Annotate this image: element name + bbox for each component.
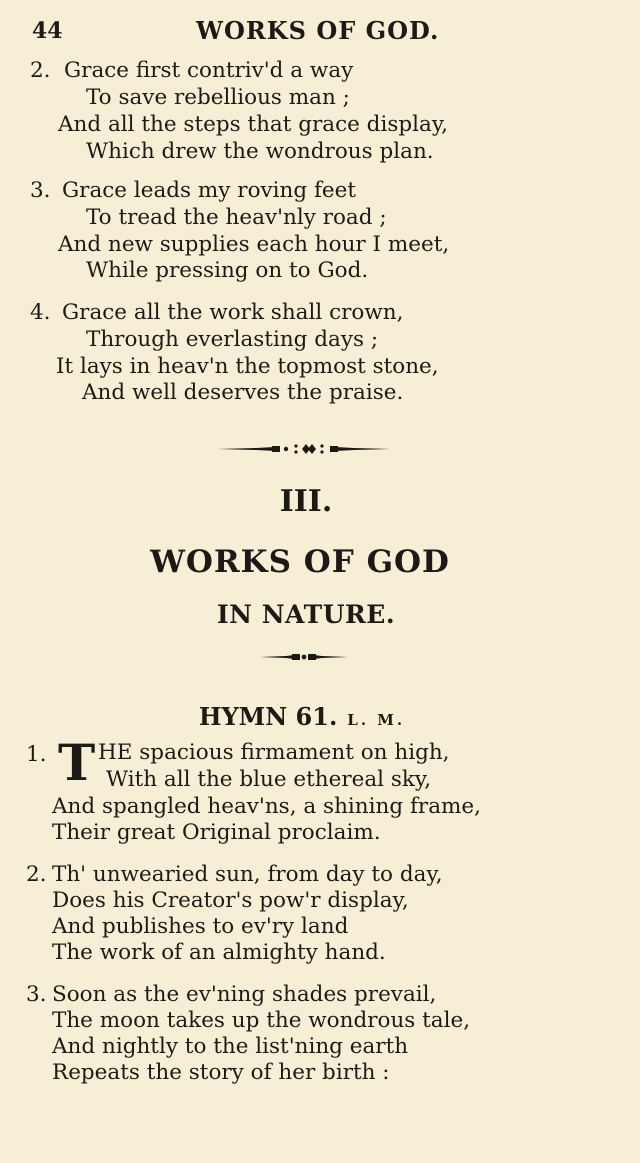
verse-line: It lays in heav'n the topmost stone, — [56, 354, 439, 379]
verse-line: Grace all the work shall crown, — [62, 300, 404, 325]
hymn-title: HYMN 61. — [198, 702, 338, 731]
verse-line: And new supplies each hour I meet, — [58, 232, 450, 257]
running-title: WORKS OF GOD. — [196, 16, 440, 45]
verse-line: While pressing on to God. — [86, 258, 369, 283]
page-number: 44 — [32, 18, 63, 44]
stanza-number: 2. — [26, 862, 47, 887]
verse-line: HE spacious firmament on high, — [98, 740, 450, 765]
verse-line: Soon as the ev'ning shades prevail, — [52, 982, 437, 1007]
hymn-heading — [0, 702, 604, 731]
section-title: WORKS OF GOD — [150, 544, 450, 580]
verse-line: The moon takes up the wondrous tale, — [52, 1008, 471, 1033]
verse-line: Th' unwearied sun, from day to day, — [52, 862, 443, 887]
stanza-number: 1. — [26, 742, 47, 767]
verse-line: With all the blue ethereal sky, — [106, 767, 432, 792]
stanza-number: 2. — [30, 58, 51, 83]
running-head — [0, 14, 640, 46]
hymn-meter: L. M. — [347, 711, 406, 729]
stanza-number: 3. — [30, 178, 51, 203]
stanza-number: 3. — [26, 982, 47, 1007]
verse-line: And well deserves the praise. — [82, 380, 404, 405]
verse-line: To save rebellious man ; — [86, 85, 350, 110]
section-number: III. — [279, 484, 333, 519]
verse-line: Their great Original proclaim. — [52, 820, 381, 845]
verse-line: And nightly to the list'ning earth — [52, 1034, 409, 1059]
verse-line: The work of an almighty hand. — [52, 940, 386, 965]
verse-line: And publishes to ev'ry land — [52, 914, 349, 939]
verse-line: And spangled heav'ns, a shining frame, — [52, 794, 481, 819]
verse-line: And all the steps that grace display, — [58, 112, 448, 137]
small-ornament-icon — [258, 650, 350, 664]
ornament-divider-icon — [216, 440, 392, 458]
verse-line: Repeats the story of her birth : — [52, 1060, 390, 1085]
verse-line: Through everlasting days ; — [86, 327, 379, 352]
verse-line: Does his Creator's pow'r display, — [52, 888, 409, 913]
verse-line: Which drew the wondrous plan. — [86, 139, 434, 164]
verse-line: To tread the heav'nly road ; — [86, 205, 387, 230]
section-subtitle: IN NATURE. — [216, 600, 396, 629]
drop-cap: T — [58, 733, 96, 792]
verse-line: Grace first contriv'd a way — [64, 58, 354, 83]
stanza-number: 4. — [30, 300, 51, 325]
verse-line: Grace leads my roving feet — [62, 178, 357, 203]
